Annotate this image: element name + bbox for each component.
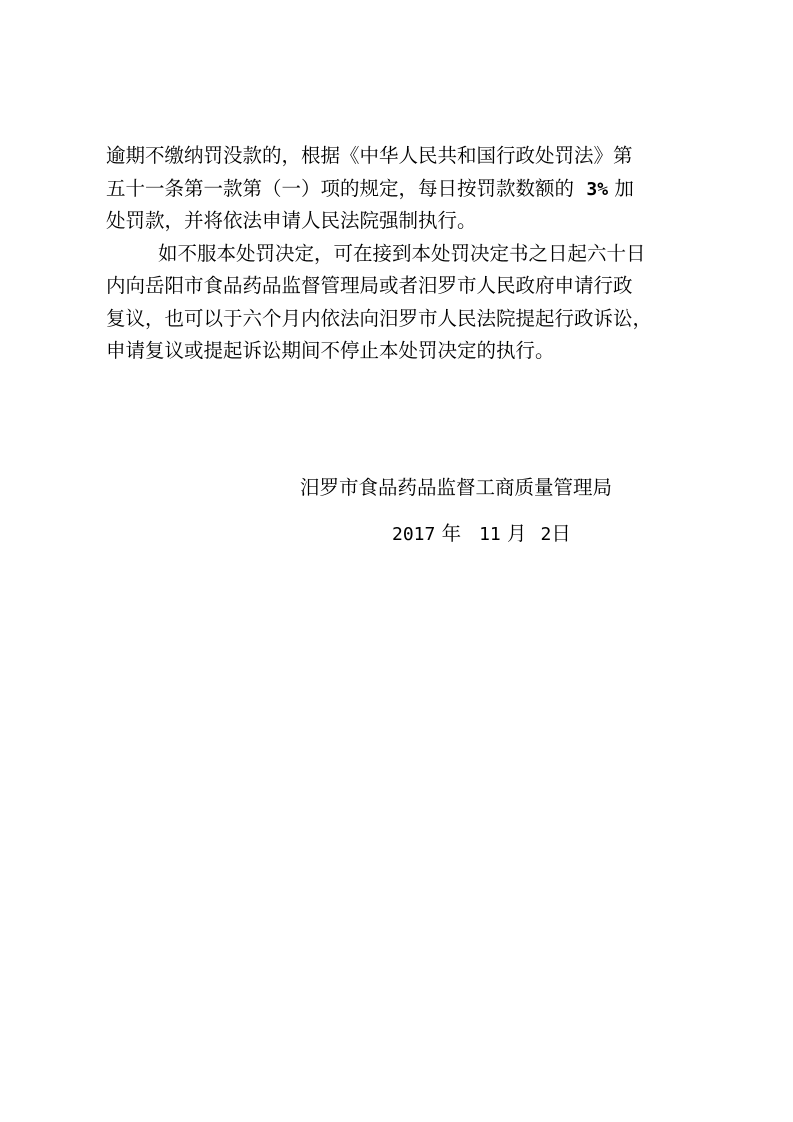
penalty-percentage: 3% bbox=[586, 178, 609, 200]
date-year: 2017 bbox=[392, 524, 436, 545]
paragraph2-line4: 申请复议或提起诉讼期间不停止本处罚决定的执行。 bbox=[106, 339, 555, 362]
paragraph1-line1: 逾期不缴纳罚没款的，根据《中华人民共和国行政处罚法》第 bbox=[106, 144, 633, 167]
paragraph1-line2-text: 五十一条第一款第（一）项的规定，每日按罚款数额的 bbox=[106, 176, 575, 200]
penalty-notice-body bbox=[106, 140, 696, 368]
date-day: 2 bbox=[540, 524, 552, 545]
paragraph1-line2-end: 加 bbox=[614, 176, 634, 200]
paragraph2-line1: 如不服本处罚决定，可在接到本处罚决定书之日起六十日 bbox=[158, 241, 646, 265]
paragraph1-line3: 处罚款，并将依法申请人民法院强制执行。 bbox=[106, 209, 477, 232]
issue-date bbox=[392, 518, 571, 546]
paragraph2-line3: 复议，也可以于六个月内依法向汨罗市人民法院提起行政诉讼， bbox=[106, 306, 653, 330]
paragraph1-line2 bbox=[106, 173, 696, 206]
paragraph2-line2: 内向岳阳市食品药品监督管理局或者汨罗市人民政府申请行政 bbox=[106, 274, 633, 297]
date-year-unit: 年 bbox=[441, 522, 462, 545]
date-month: 11 bbox=[479, 524, 501, 545]
date-month-unit: 月 bbox=[506, 522, 527, 545]
date-day-unit: 日 bbox=[551, 522, 571, 545]
issuing-organization: 汨罗市食品药品监督工商质量管理局 bbox=[300, 476, 613, 499]
